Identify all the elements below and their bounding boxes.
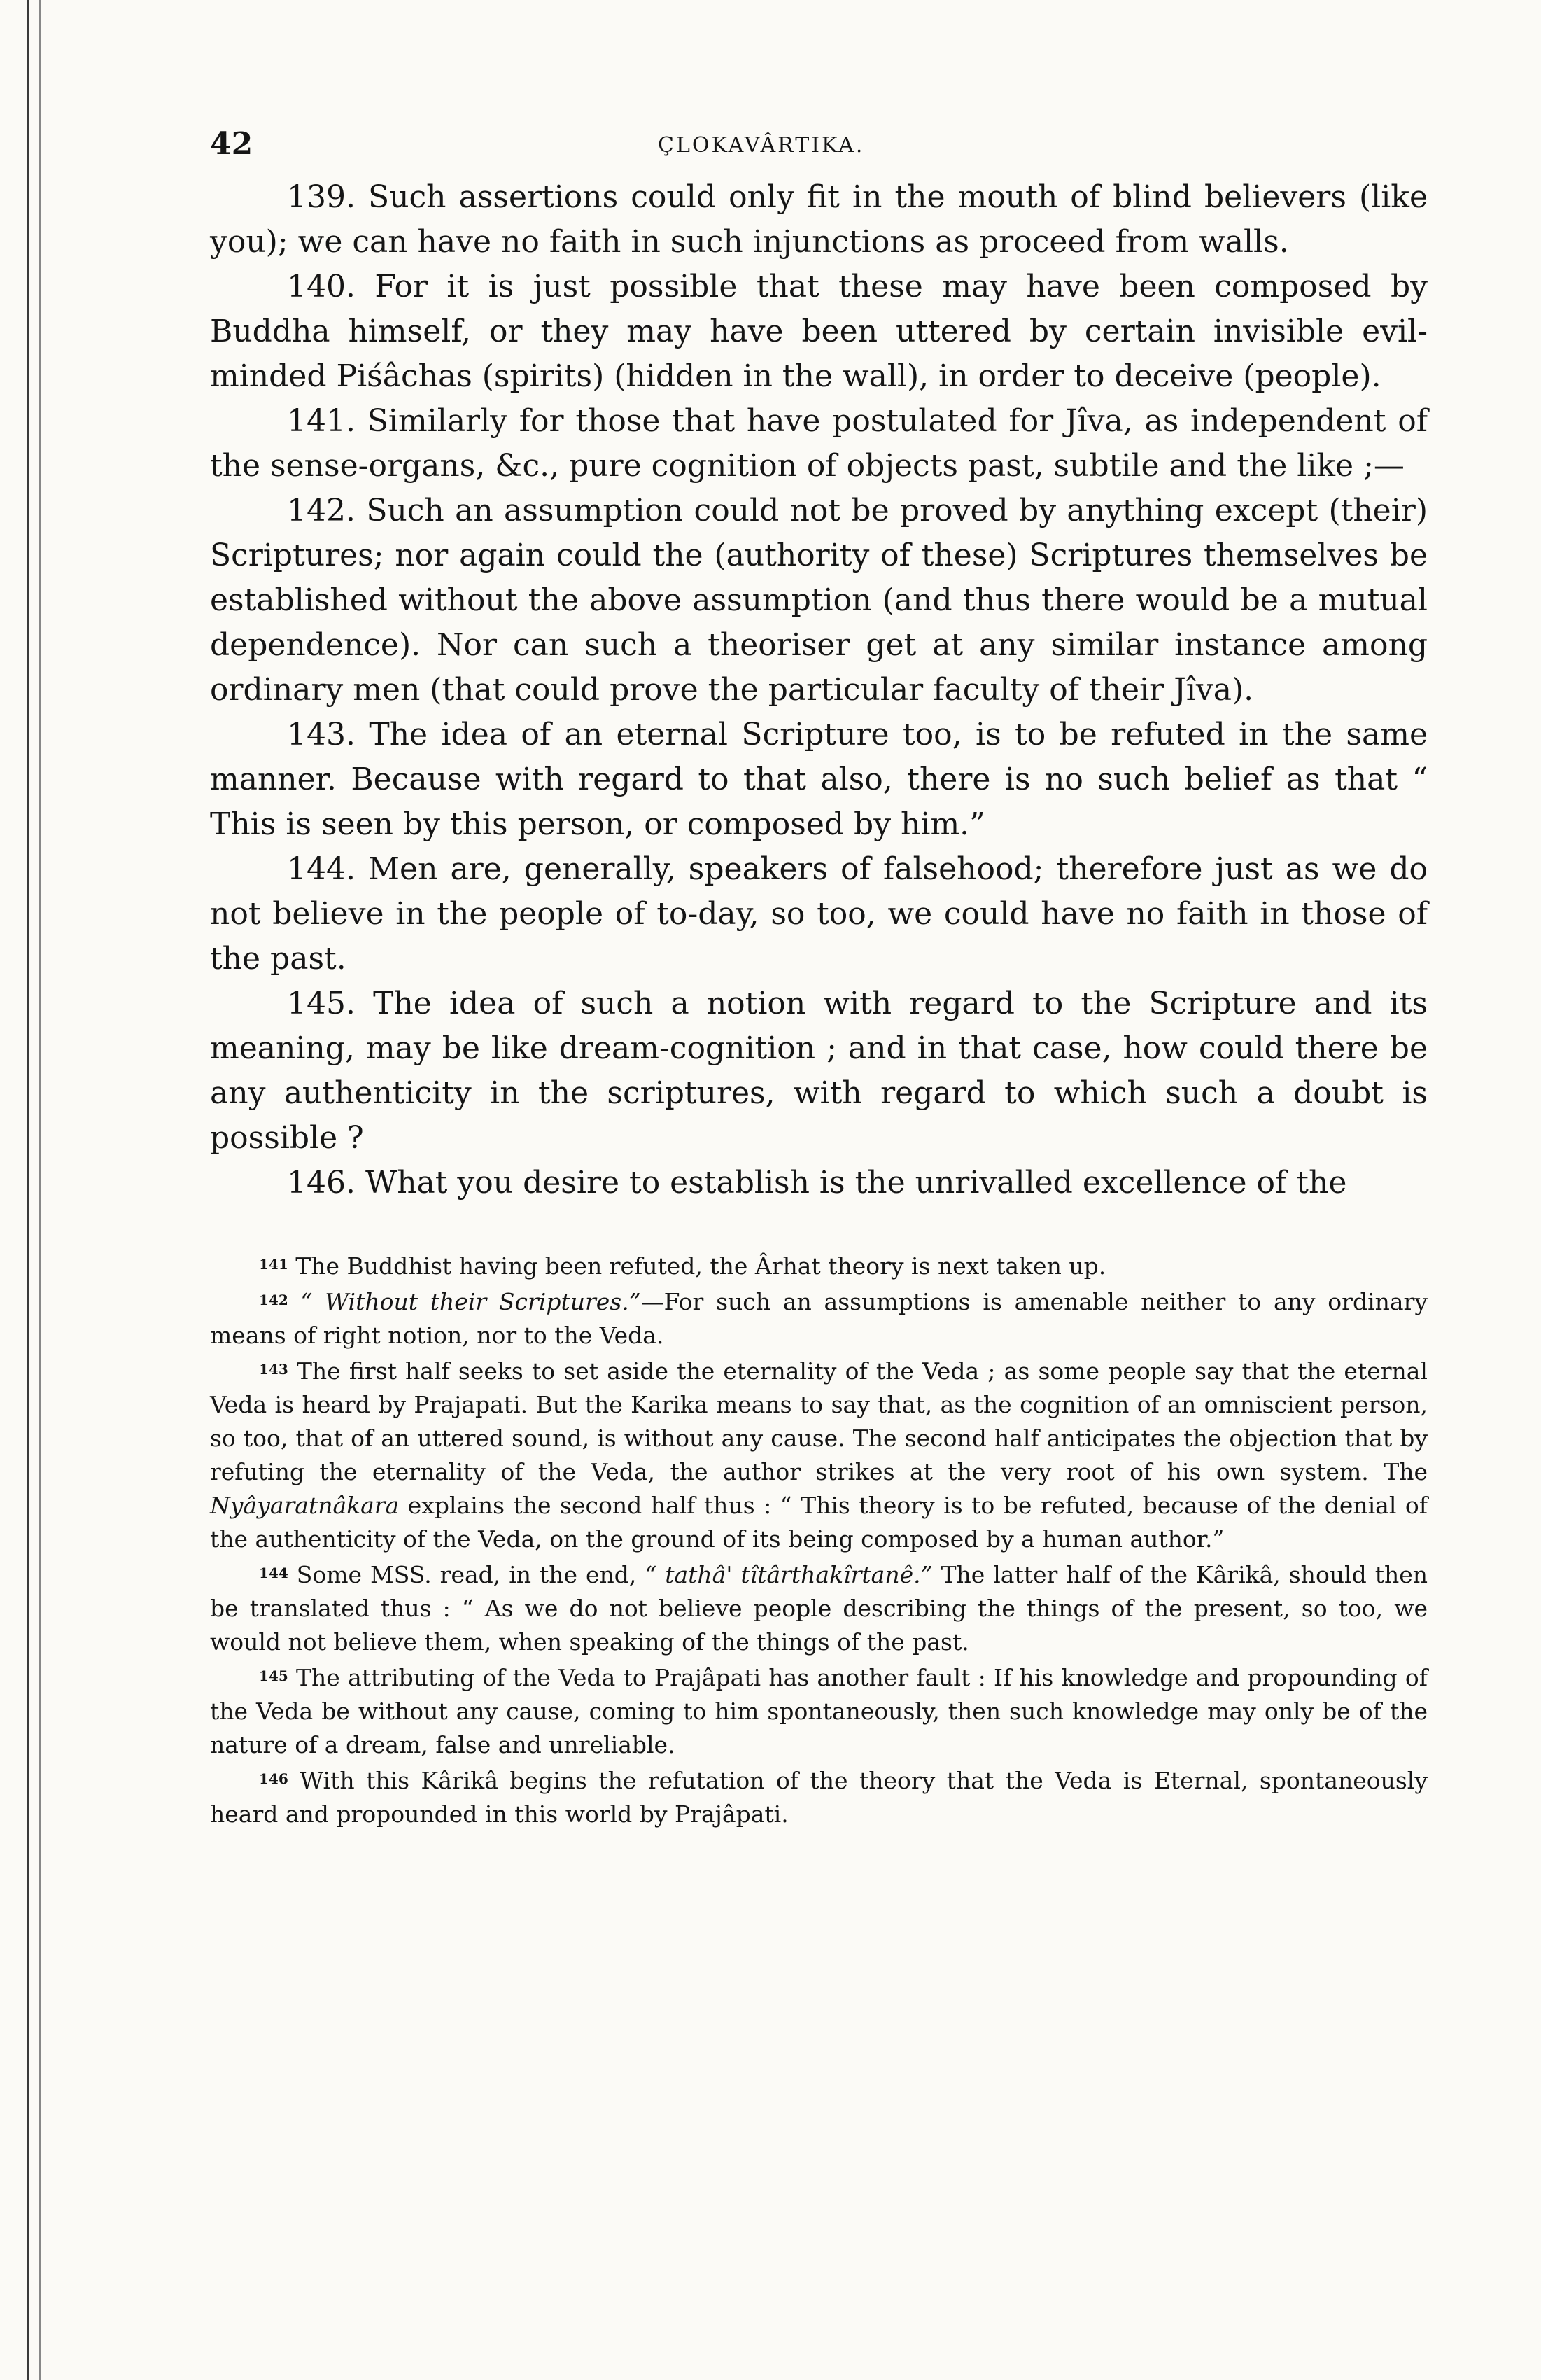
footnote-mark: 146	[259, 1770, 288, 1787]
verse-number: 144.	[287, 851, 356, 887]
footnote-italic: “ Without their Scriptures.”	[300, 1288, 641, 1315]
book-page	[210, 126, 1428, 1831]
verse-text: Such assertions could only fit in the mouth of blind believers (like you); we can have no faith in such injunctions as proceed from walls.	[210, 179, 1428, 260]
verse-146	[210, 1161, 1428, 1205]
footnote-144	[210, 1556, 1428, 1659]
verse-text: Men are, generally, speakers of falsehood; therefore just as we do not believe in the people of to-day, so too, we could have no faith in those of the past.	[210, 851, 1428, 976]
footnote-mark: 145	[259, 1667, 288, 1684]
footnote-143	[210, 1352, 1428, 1556]
footnote-146	[210, 1762, 1428, 1831]
verse-number: 139.	[287, 179, 356, 215]
running-title: ÇLOKAVÂRTIKA.	[658, 133, 865, 158]
verse-139	[210, 175, 1428, 265]
verse-143	[210, 713, 1428, 847]
verse-text: What you desire to establish is the unrivalled excellence of the	[365, 1165, 1347, 1200]
footnote-text: With this Kârikâ begins the refutation of the theory that the Veda is Eternal, spontaneously heard and propounded in this world by Prajâpati.	[210, 1767, 1428, 1828]
verse-number: 142.	[287, 493, 356, 528]
footnote-italic: Nyâyaratnâkara	[210, 1492, 400, 1519]
verse-text: Such an assumption could not be proved by anything except (their) Scriptures; nor again could the (authority of these) Scriptures themselves be established without the above assumption (and thus there would be a mutual dependence). Nor can such a theoriser get at any similar instance among ordinary men (that could prove the particular faculty of their Jîva).	[210, 493, 1428, 708]
footnote-text: Some MSS. read, in the end,	[296, 1561, 637, 1588]
verse-141	[210, 399, 1428, 489]
verse-number: 140.	[287, 269, 356, 304]
footnote-text-cont: The latter half of the Kârikâ, should then be translated thus : “ As we do not believe people describing the things of the present, so too, we would not believe them, when speaking of the things of the past.	[210, 1561, 1428, 1656]
verse-text: The idea of such a notion with regard to the Scripture and its meaning, may be like dream-cognition ; and in that case, how could there be any authenticity in the scriptures, with regard to which such a doubt is possible ?	[210, 986, 1428, 1156]
page-binding-edge	[27, 0, 29, 2380]
footnote-mark: 142	[259, 1292, 288, 1308]
footnote-142	[210, 1283, 1428, 1352]
footnotes	[210, 1247, 1428, 1831]
footnote-141	[210, 1247, 1428, 1283]
page-number: 42	[210, 126, 253, 162]
footnote-145	[210, 1659, 1428, 1762]
footnote-italic: “ tathâ' tîtârthakîrtanê.”	[645, 1561, 933, 1588]
footnote-mark: 141	[259, 1256, 288, 1273]
footnote-text: The first half seeks to set aside the eternality of the Veda ; as some people say that the eternal Veda is heard by Prajapati. But the Karika means to say that, as the cognition of an omniscient person, so too, that of an uttered sound, is without any cause. The second half anticipates the objection that by refuting the eternality of the Veda, the author strikes at the very root of his own system. The	[210, 1357, 1428, 1485]
verse-140	[210, 265, 1428, 399]
verse-142	[210, 489, 1428, 713]
verse-number: 141.	[287, 403, 356, 439]
main-text	[210, 175, 1428, 1205]
verse-text: The idea of an eternal Scripture too, is to be refuted in the same manner. Because with regard to that also, there is no such belief as that “ This is seen by this person, or composed by him.”	[210, 717, 1428, 842]
verse-145	[210, 981, 1428, 1161]
verse-number: 146.	[287, 1165, 356, 1200]
verse-number: 143.	[287, 717, 356, 752]
footnote-mark: 144	[259, 1564, 288, 1581]
footnote-text: The Buddhist having been refuted, the Ârhat theory is next taken up.	[295, 1252, 1106, 1280]
page-header	[210, 126, 1428, 175]
footnote-text-cont: explains the second half thus : “ This theory is to be refuted, because of the denial of the authenticity of the Veda, on the ground of its being composed by a human author.”	[210, 1492, 1428, 1553]
verse-number: 145.	[287, 986, 356, 1021]
verse-144	[210, 847, 1428, 981]
verse-text: Similarly for those that have postulated for Jîva, as independent of the sense-organs, &c., pure cognition of objects past, subtile and the like ;—	[210, 403, 1428, 484]
page-binding-edge-inner	[39, 0, 41, 2380]
footnote-text: The attributing of the Veda to Prajâpati has another fault : If his knowledge and propounding of the Veda be without any cause, coming to him spontaneously, then such knowledge may only be of the nature of a dream, false and unreliable.	[210, 1664, 1428, 1758]
verse-text: For it is just possible that these may have been composed by Buddha himself, or they may have been uttered by certain invisible evil-minded Piśâchas (spirits) (hidden in the wall), in order to deceive (people).	[210, 269, 1428, 394]
footnote-text: —For such an assumptions is amenable neither to any ordinary means of right notion, nor to the Veda.	[210, 1288, 1428, 1349]
footnote-mark: 143	[259, 1361, 288, 1378]
